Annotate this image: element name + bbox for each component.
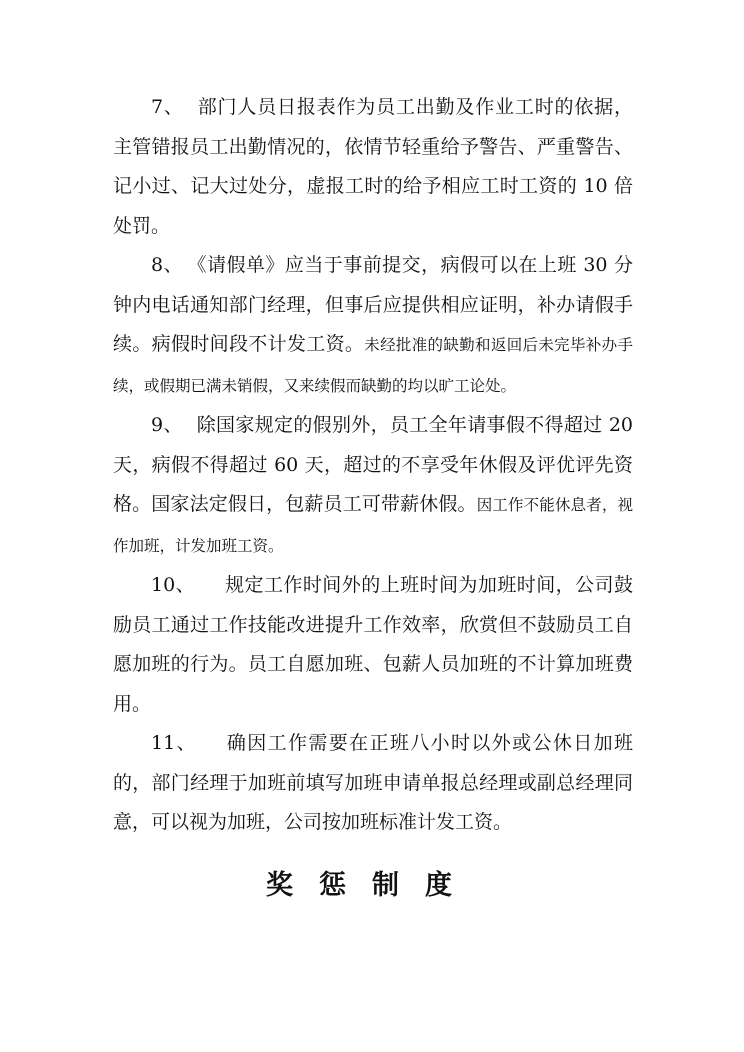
clause-number: 10、: [151, 574, 196, 596]
document-body: [113, 88, 633, 843]
section-heading: 奖惩制度: [266, 870, 478, 901]
clause-small-text: 未经批准的缺勤和返回后未完毕补办手续，或假期已满未销假，又来续假而缺勤的均以旷工论处。: [113, 336, 633, 395]
clause-number: 7、: [151, 96, 184, 118]
clause-text: 《请假单》应当于事前提交，病假可以在上班 30 分钟内电话通知部门经理，但事后应提供相应证明，补办请假手续。病假时间段不计发工资。: [113, 254, 634, 355]
clause-text: 部门人员日报表作为员工出勤及作业工时的依据，主管错报员工出勤情况的，依情节轻重给予警告、严重警告、记小过、记大过处分，虚报工时的给予相应工时工资的 10 倍处罚。: [113, 96, 633, 237]
clause-small-text: 因工作不能休息者，视作加班，计发加班工资。: [113, 496, 633, 555]
clause-text: 确因工作需要在正班八小时以外或公休日加班的，部门经理于加班前填写加班申请单报总经理或副总经理同意，可以视为加班，公司按加班标准计发工资。: [113, 732, 633, 833]
clause-text: 除国家规定的假别外，员工全年请事假不得超过 20 天，病假不得超过 60 天，超过的不享受年休假及评优评先资格。国家法定假日，包薪员工可带薪休假。: [113, 414, 633, 515]
clause-8: [113, 246, 633, 406]
clause-9: [113, 406, 633, 566]
clause-7: [113, 88, 633, 246]
clause-number: 9、: [151, 414, 183, 436]
clause-number: 8、: [151, 254, 184, 276]
clause-text: 规定工作时间外的上班时间为加班时间，公司鼓励员工通过工作技能改进提升工作效率，欣赏但不鼓励员工自愿加班的行为。员工自愿加班、包薪人员加班的不计算加班费用。: [113, 574, 633, 715]
clause-11: [113, 724, 633, 843]
clause-10: [113, 566, 633, 724]
clause-number: 11、: [151, 732, 197, 754]
